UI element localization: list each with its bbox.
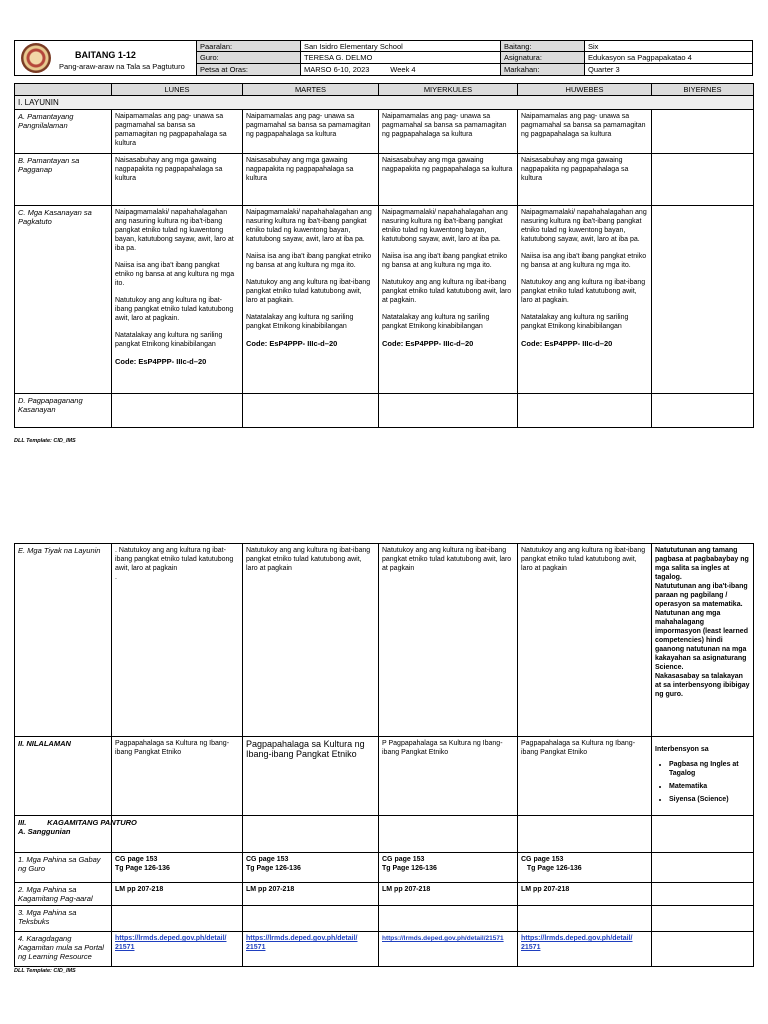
cell-r2-wed: LM pp 207-218 [379,883,518,906]
cell-r2-thu: LM pp 207-218 [518,883,652,906]
objectives-table [14,83,754,428]
grade-value: Six [585,41,753,52]
cell-d-wed [379,394,518,428]
cell-a-thu: Naipamamalas ang pag- unawa sa pagmamahal sa bansa sa pamamagitan ng pagpapahalaga sa kultura [518,110,652,154]
specific-objective-dot: . [115,574,117,581]
cell-r2-fri [652,883,754,906]
skill-text-1: Naipagmamalaki/ napahahalagahan ang nasuring kultura ng iba't-ibang pangkat etniko tulad ng kuwentong bayan, katutubong sayaw, awit, laro at iba pa. [521,209,647,243]
cell-r1-thu [518,853,652,883]
table-row [15,906,754,932]
cell-ii-wed: P Pagpapahalaga sa Kultura ng Ibang-ibang Pangkat Etniko [379,737,518,816]
template-footnote: DLL Template: CID_IMS [14,968,76,974]
cell-iii-thu [518,816,652,853]
cell-d-tue [243,394,379,428]
cell-r4-tue [243,932,379,967]
header-logo-cell [15,41,197,75]
cg-page: CG page 153 [246,856,289,863]
intervention-objective-1: Natututunan ang tamang pagbasa at pagbabaybay ng mga salita sa ingles at tagalog. [655,547,749,581]
cell-e-thu: Natutukoy ang ang kultura ng ibat-ibang pangkat etniko tulad katutubong awit, laro at pagkain [518,544,652,737]
skill-text-4: Natatalakay ang kultura ng sariling pangkat Etnikong kinabibilangan [115,332,223,348]
table-row [15,206,754,394]
skill-text-1: Naipagmamalaki/ napahahalagahan ang nasuring kultura ng iba't-ibang pangkat etniko tulad ng kuwentong bayan, katutubong sayaw, awit, laro at iba pa. [246,209,372,243]
intervention-objective-3: Natutunan ang mga mahahalagang impormasyon (least learned competencies) hindi gaanong natutunan na mga kakayahan sa asignaturang Science. [655,610,748,671]
cell-e-mon [112,544,243,737]
row-label-b: B. Pamantayan sa Pagganap [15,154,112,206]
cell-d-fri [652,394,754,428]
intervention-objective-4: Nakasasabay sa talakayan at sa interbensyong ibibigay ng guro. [655,673,750,698]
cell-r4-wed [379,932,518,967]
cell-a-fri [652,110,754,154]
table-row [15,544,754,737]
quarter-value: Quarter 3 [588,64,620,74]
school-label: Paaralan: [197,41,301,52]
cell-b-fri [652,154,754,206]
cell-r2-tue: LM pp 207-218 [243,883,379,906]
date-label: Petsa at Oras: [197,64,301,75]
cell-e-fri [652,544,754,737]
cell-ii-thu: Pagpapahalaga sa Kultura ng Ibang-ibang Pangkat Etniko [518,737,652,816]
skill-text-1: Naipagmamalaki/ napahahalagahan ang nasuring kultura ng iba't-ibang pangkat etniko tulad ng kuwentong bayan, katutubong sayaw, awit, laro at iba pa. [115,209,234,252]
section-layunin: I. LAYUNIN [15,96,754,110]
row-label-d: D. Pagpapaganang Kasanayan [15,394,112,428]
cell-c-wed [379,206,518,394]
cell-a-mon: Naipamamalas ang pag- unawa sa pagmamahal sa bansa sa pamamagitan ng pagpapahalaga sa kultura [112,110,243,154]
cell-ii-tue: Pagpapahalaga sa Kultura ng Ibang-ibang Pangkat Etniko [243,737,379,816]
lrmds-link[interactable]: https://lrmds.deped.gov.ph/detail/21571 [382,935,504,942]
cell-iii-fri [652,816,754,853]
cell-r4-mon [112,932,243,967]
cell-e-tue: Natutukoy ang ang kultura ng ibat-ibang pangkat etniko tulad katutubong awit, laro at pagkain [243,544,379,737]
cell-a-wed: Naipamamalas ang pag- unawa sa pagmamahal sa bansa sa pamamagitan ng pagpapahalaga sa kultura [379,110,518,154]
header-info-grid [197,41,753,75]
cell-r1-wed [379,853,518,883]
skill-text-3: Natutukoy ang ang kultura ng ibat-ibang pangkat etniko tulad katutubong awit, laro at pagkain. [115,297,234,322]
cell-ii-mon: Pagpapahalaga sa Kultura ng Ibang-ibang Pangkat Etniko [112,737,243,816]
cell-b-thu: Naisasabuhay ang mga gawaing nagpapakita ng pagpapahalaga sa kultura [518,154,652,206]
content-table [14,543,754,967]
competency-code: Code: EsP4PPP- IIIc-d–20 [521,339,613,348]
day-header-fri: BIYERNES [652,84,754,96]
day-header-row [15,84,754,96]
row-label-kagamitang-pag-aaral: 2. Mga Pahina sa Kagamitang Pag-aaral [15,883,112,906]
skill-text-4: Natatalakay ang kultura ng sariling pangkat Etnikong kinabibilangan [246,314,354,330]
skill-text-2: Naiisa isa ang iba't ibang pangkat etniko ng bansa at ang kultura ng mga ito. [246,253,372,269]
row-label-teksbuks: 3. Mga Pahina sa Teksbuks [15,906,112,932]
quarter-label: Markahan: [501,64,585,75]
cell-d-thu [518,394,652,428]
cell-r3-thu [518,906,652,932]
cell-r3-mon [112,906,243,932]
list-item: • Matematika [669,782,750,791]
list-item: • Siyensa (Science) [669,795,750,804]
cell-r1-fri [652,853,754,883]
row-label-portal: 4. Karagdagang Kagamitan mula sa Portal ng Learning Resource [15,932,112,967]
page-subtitle: Pang-araw-araw na Tala sa Pagtuturo [59,62,185,71]
skill-text-3: Natutukoy ang ang kultura ng ibat-ibang pangkat etniko tulad katutubong awit, laro at pagkain. [382,279,512,304]
row-label-e: E. Mga Tiyak na Layunin [15,544,112,737]
template-footnote: DLL Template: CID_IMS [14,438,76,444]
kagamitan-title: III. KAGAMITANG PANTURO [18,818,137,827]
table-row [15,816,754,853]
cell-r4-thu [518,932,652,967]
specific-objective: . Natutukoy ang ang kultura ng ibat-ibang pangkat etniko tulad katutubong awit, laro at pagkain [115,547,234,572]
date-value: MARSO 6-10, 2023 Week 4 [301,64,501,75]
day-header-wed: MIYERKULES [379,84,518,96]
row-label-a: A. Pamantayang Pangnilalaman [15,110,112,154]
row-label-c: C. Mga Kasanayan sa Pagkatuto [15,206,112,394]
cg-page: CG page 153 [521,856,564,863]
table-row [15,883,754,906]
skill-text-4: Natatalakay ang kultura ng sariling pangkat Etnikong kinabibilangan [521,314,629,330]
lrmds-link[interactable]: https://lrmds.deped.gov.ph/detail/ 21571 [115,935,227,951]
cell-iii-tue [243,816,379,853]
cell-ii-fri [652,737,754,816]
cell-c-tue [243,206,379,394]
day-header-tue: MARTES [243,84,379,96]
cg-page: CG page 153 [115,856,158,863]
cell-a-tue: Naipamamalas ang pag- unawa sa pagmamahal sa bansa sa pamamagitan ng pagpapahalaga sa kultura [243,110,379,154]
subject-value: Edukasyon sa Pagpapakatao 4 [585,52,753,63]
cell-c-mon [112,206,243,394]
tg-page: Tg Page 126-136 [115,865,170,872]
list-item: • Pagbasa ng Ingles at Tagalog [669,760,750,778]
skill-text-1: Naipagmamalaki/ napahahalagahan ang nasuring kultura ng iba't-ibang pangkat etniko tulad ng kuwentong bayan, katutubong sayaw, awit, laro at iba pa. [382,209,508,243]
competency-code: Code: EsP4PPP- IIIc-d–20 [115,357,207,366]
cell-r3-fri [652,906,754,932]
table-row [15,932,754,967]
corner-cell [15,84,112,96]
page-title: BAITANG 1-12 [75,50,136,60]
intervention-list [655,760,750,804]
tg-page: Tg Page 126-136 [382,865,437,872]
grade-label: Baitang: [501,41,585,52]
cell-c-fri [652,206,754,394]
cell-r4-fri [652,932,754,967]
table-row [15,737,754,816]
teacher-label: Guro: [197,52,301,63]
teacher-value: TERESA G. DELMO [301,52,501,63]
competency-code: Code: EsP4PPP- IIIc-d–20 [246,339,338,348]
cell-r1-tue [243,853,379,883]
cg-page: CG page 153 [382,856,425,863]
cell-d-mon [112,394,243,428]
competency-code: Code: EsP4PPP- IIIc-d–20 [382,339,474,348]
sanggunian-title: A. Sanggunian [18,827,71,836]
skill-text-2: Naiisa isa ang iba't ibang pangkat etniko ng bansa at ang kultura ng mga ito. [382,253,508,269]
day-header-thu: HUWEBES [518,84,652,96]
row-label-gabay: 1. Mga Pahina sa Gabay ng Guro [15,853,112,883]
cell-r1-mon [112,853,243,883]
cell-b-tue: Naisasabuhay ang mga gawaing nagpapakita ng pagpapahalaga sa kultura [243,154,379,206]
deped-seal-icon [21,43,51,73]
cell-r3-wed [379,906,518,932]
cell-e-wed: Natutukoy ang ang kultura ng ibat-ibang pangkat etniko tulad katutubong awit, laro at pagkain [379,544,518,737]
cell-r3-tue [243,906,379,932]
cell-c-thu [518,206,652,394]
cell-r2-mon: LM pp 207-218 [112,883,243,906]
subject-label: Asignatura: [501,52,585,63]
lrmds-link[interactable]: https://lrmds.deped.gov.ph/detail/ 21571 [521,935,633,951]
lrmds-link[interactable]: https://lrmds.deped.gov.ph/detail/ 21571 [246,935,358,951]
table-row [15,154,754,206]
skill-text-2: Naiisa isa ang iba't ibang pangkat etniko ng bansa at ang kultura ng mga ito. [521,253,647,269]
table-row [15,853,754,883]
table-row [15,110,754,154]
tg-page: Tg Page 126-136 [246,865,301,872]
row-label-kagamitan [15,816,137,853]
header-block [14,40,753,76]
tg-page: Tg Page 126-136 [521,865,582,872]
intervention-objective-2: Natututunan ang iba't-ibang paraan ng pagbilang / operasyon sa matematika. [655,583,748,608]
cell-iii-wed [379,816,518,853]
skill-text-3: Natutukoy ang ang kultura ng ibat-ibang pangkat etniko tulad katutubong awit, laro at pagkain. [521,279,646,304]
row-label-nilalaman: II. NILALAMAN [15,737,112,816]
section-row [15,96,754,110]
intervention-title: Interbensyon sa [655,746,709,753]
day-header-mon: LUNES [112,84,243,96]
cell-b-mon: Naisasabuhay ang mga gawaing nagpapakita ng pagpapahalaga sa kultura [112,154,243,206]
cell-b-wed: Naisasabuhay ang mga gawaing nagpapakita ng pagpapahalaga sa kultura [379,154,518,206]
table-row [15,394,754,428]
school-value: San Isidro Elementary School [301,41,501,52]
skill-text-3: Natutukoy ang ang kultura ng ibat-ibang pangkat etniko tulad katutubong awit, laro at pagkain. [246,279,371,304]
skill-text-2: Naiisa isa ang iba't ibang pangkat etniko ng bansa at ang kultura ng mga ito. [115,262,235,287]
skill-text-4: Natatalakay ang kultura ng sariling pangkat Etnikong kinabibilangan [382,314,490,330]
